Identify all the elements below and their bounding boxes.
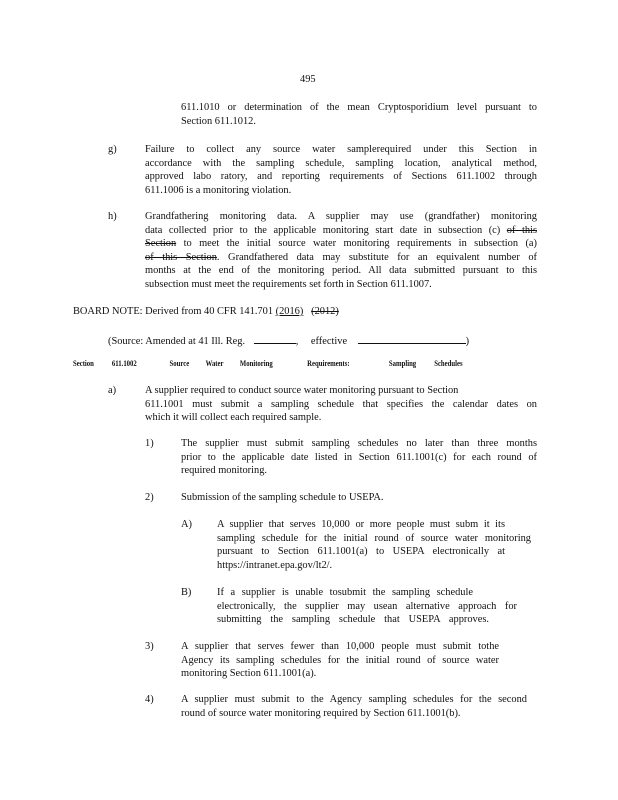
section-heading <box>73 358 474 370</box>
continuation-paragraph <box>181 101 537 128</box>
item-label-h: h) <box>108 211 117 222</box>
text-line: A supplier required to conduct source water monitoring pursuant to Section <box>145 385 459 396</box>
text-line: A supplier must submit to the Agency sampling schedules for the second <box>181 694 527 705</box>
text-line: prior to the applicable date listed in Section 611.1001(c) for each round of <box>181 451 537 463</box>
paragraph-2: Submission of the sampling schedule to USEPA. <box>181 492 384 503</box>
item-label-a: a) <box>108 385 117 396</box>
text-line: sampling schedule for the initial round of source water monitoring <box>217 532 531 544</box>
text-line: Grandfathering monitoring data. A supplier may use (grandfather) monitoring <box>145 211 537 222</box>
paragraph-1 <box>181 437 537 478</box>
text-segment: data collected prior to the applicable monitoring start date in subsection (c) <box>145 224 501 236</box>
heading-part: Requirements: <box>307 359 350 368</box>
text-line: pursuant to Section 611.1001(a) to USEPA electronically at <box>217 546 505 558</box>
heading-part: Monitoring <box>239 359 273 368</box>
text-line: 611.1001 must submit a sampling schedule that specifies the calendar dates on <box>145 398 537 410</box>
board-note <box>73 305 339 319</box>
struck-text: Section <box>145 238 177 250</box>
board-note-struck: (2012) <box>311 306 339 317</box>
page-number: 495 <box>300 74 316 85</box>
item-label-2: 2) <box>145 492 154 503</box>
text-line: round of source water monitoring required by Section 611.1001(b). <box>181 707 461 719</box>
source-line <box>108 333 469 349</box>
item-label-1: 1) <box>145 438 154 449</box>
text-line: accordance with the sampling schedule, sampling location, analytical method, <box>145 157 537 169</box>
text-line: 611.1006 is a monitoring violation. <box>145 184 292 196</box>
text-line: submitting the sampling schedule that USEPA approves. <box>217 614 489 626</box>
item-label-A: A) <box>181 519 192 530</box>
text-line <box>145 224 537 238</box>
struck-text: of this Section <box>145 251 217 263</box>
heading-part: Water <box>205 359 224 368</box>
text-line <box>145 237 537 251</box>
text-line: approved labo ratory, and reporting requirements of Sections 611.1002 through <box>145 171 537 183</box>
heading-part: Section <box>73 359 94 368</box>
paragraph-3 <box>181 640 499 681</box>
paragraph-a <box>145 384 537 425</box>
source-prefix: (Source: Amended at 41 Ill. Reg. <box>108 336 246 347</box>
paragraph-4 <box>181 693 527 720</box>
text-line: A supplier that serves 10,000 or more people must subm it its <box>217 519 505 530</box>
text-line: required monitoring. <box>181 465 267 477</box>
text-line: which it will collect each required sample. <box>145 412 322 424</box>
heading-part: 611.1002 <box>111 359 137 368</box>
text-line: Failure to collect any source water samplerequired under this Section in <box>145 144 537 155</box>
effective-blank <box>358 333 466 344</box>
item-label-g: g) <box>108 144 117 155</box>
paragraph-B <box>217 586 517 627</box>
board-note-underlined: (2016) <box>275 306 304 317</box>
text-line: months at the end of the monitoring period. All data submitted pursuant to this <box>145 265 537 277</box>
heading-part: Schedules <box>434 359 463 368</box>
item-label-3: 3) <box>145 641 154 652</box>
text-line: subsection must meet the requirements set forth in Section 611.1007. <box>145 278 432 290</box>
text-segment: to meet the initial source water monitoring requirements in subsection (a) <box>176 238 537 250</box>
board-note-text: BOARD NOTE: Derived from 40 CFR 141.701 <box>73 306 276 317</box>
text-line: Section 611.1012. <box>181 115 256 127</box>
paragraph-h <box>145 210 537 292</box>
text-line: Agency its sampling schedules for the initial round of source water <box>181 654 499 666</box>
item-label-4: 4) <box>145 694 154 705</box>
text-line: 611.1010 or determination of the mean Cryptosporidium level pursuant to <box>181 102 537 113</box>
text-line: The supplier must submit sampling schedules no later than three months <box>181 438 537 449</box>
source-close: ) <box>465 336 470 347</box>
text-segment: . Grandfathered data may substitute for an equivalent number of <box>216 251 537 263</box>
reg-blank <box>254 333 296 344</box>
heading-part: Sampling <box>388 359 417 368</box>
text-line <box>145 251 537 265</box>
text-line: https://intranet.epa.gov/lt2/. <box>217 559 333 571</box>
text-line: electronically, the supplier may usean alternative approach for <box>217 600 517 612</box>
text-line: monitoring Section 611.1001(a). <box>181 668 317 680</box>
text-line: A supplier that serves fewer than 10,000 people must submit tothe <box>181 641 499 652</box>
source-comma: , <box>295 336 299 347</box>
text-line: If a supplier is unable tosubmit the sampling schedule <box>217 587 473 598</box>
item-label-B: B) <box>181 587 192 598</box>
paragraph-A <box>217 518 531 572</box>
paragraph-g <box>145 143 537 197</box>
source-effective: effective <box>310 336 348 347</box>
heading-part: Source <box>169 359 190 368</box>
struck-text: of this <box>506 224 537 236</box>
